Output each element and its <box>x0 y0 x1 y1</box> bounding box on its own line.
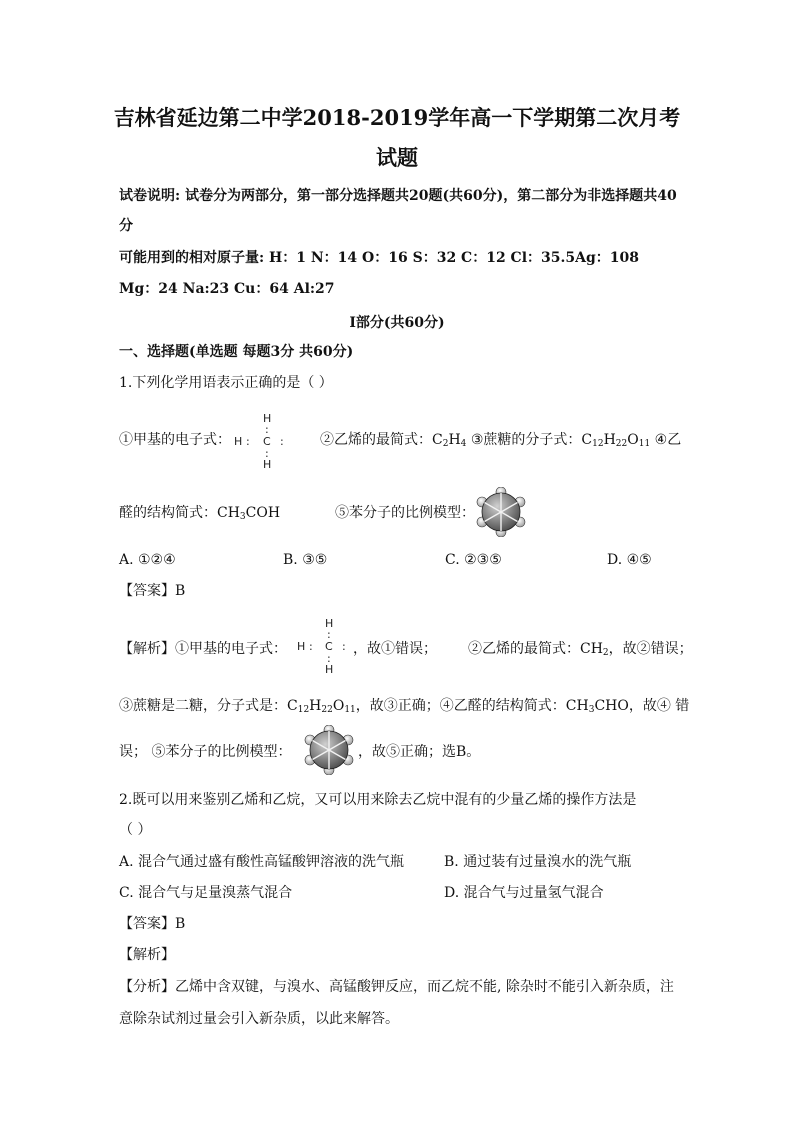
q1-item-3-text: ③蔗糖的分子式：C <box>466 432 593 448</box>
intro-line-cont: 分 <box>119 218 133 234</box>
subscript: 2 <box>602 648 609 658</box>
q1-analysis-3-o: O <box>332 698 345 714</box>
q1-analysis-1: ，故①错误； <box>353 641 437 657</box>
q1-item-4-cont <box>119 503 280 527</box>
electron-pair-left: : <box>309 640 313 653</box>
subscript: 2 <box>442 439 449 449</box>
q1-option-a: A. ①②④ <box>119 552 176 568</box>
q2-analysis-line1: 【分析】乙烯中含双键，与溴水、高锰酸钾反应，而乙烷不能, 除杂时不能引入新杂质，注 <box>119 979 674 995</box>
q1-answer: 【答案】B <box>119 583 186 599</box>
q2-option-b: B. 通过装有过量溴水的洗气瓶 <box>444 854 632 870</box>
q1-item-1-label: ①甲基的电子式： <box>119 432 231 448</box>
question-2-stem: 2.既可以用来鉴别乙烯和乙烷，又可以用来除去乙烷中混有的少量乙烯的操作方法是 <box>119 792 637 808</box>
part-heading: I部分(共60分) <box>349 315 445 331</box>
benzene-space-filling-model-analysis <box>302 725 356 775</box>
atomic-mass-line-cont: Mg：24 Na:23 Cu：64 Al:27 <box>119 281 335 297</box>
electron-pair-bottom: : <box>265 447 269 460</box>
q1-analysis-3-h: H <box>309 698 322 714</box>
section-heading: 一、选择题(单选题 每题3分 共60分) <box>119 344 354 360</box>
electron-pair-top: : <box>327 628 331 641</box>
atom-h-top: H <box>263 412 272 425</box>
q2-analysis-head: 【解析】 <box>119 947 175 963</box>
q1-item-3-h: H <box>603 432 616 448</box>
subscript: 12 <box>297 705 310 715</box>
q1-item-5-label: ⑤苯分子的比例模型： <box>335 505 475 521</box>
q1-analysis-3-mid: ，故③正确；④乙醛的结构简式：CH <box>355 698 589 714</box>
q1-analysis-2-text: ②乙烯的最简式：CH <box>468 641 603 657</box>
atomic-mass-line: 可能用到的相对原子量: H：1 N：14 O：16 S：32 C：12 Cl：35.5Ag：108 <box>119 250 639 266</box>
q2-option-a: A. 混合气通过盛有酸性高锰酸钾溶液的洗气瓶 <box>119 854 405 870</box>
q1-analysis-4-end: ，故⑤正确；选B。 <box>358 744 481 760</box>
q2-option-d: D. 混合气与过量氢气混合 <box>444 885 604 901</box>
q2-answer: 【答案】B <box>119 916 186 932</box>
intro-line: 试卷说明: 试卷分为两部分，第一部分选择题共20题(共60分)，第二部分为非选择题共40 <box>119 188 677 204</box>
question-2-paren: （ ） <box>119 822 152 838</box>
q1-analysis-3-text: ③蔗糖是二糖，分子式是：C <box>119 698 298 714</box>
q1-item-4-end: COH <box>245 505 281 521</box>
subscript: 11 <box>344 705 356 715</box>
atom-h-top: H <box>325 617 334 630</box>
subscript: 22 <box>615 439 628 449</box>
q2-analysis-line2: 意除杂试剂过量会引入新杂质，以此来解答。 <box>119 1011 399 1027</box>
atom-h-bottom: H <box>263 458 272 471</box>
methyl-electron-dot-formula <box>230 413 290 471</box>
q1-items-2-4 <box>320 430 681 454</box>
question-1-stem: 1.下列化学用语表示正确的是（ ） <box>119 375 333 391</box>
electron-pair-left: : <box>246 435 250 448</box>
subscript: 11 <box>638 439 651 449</box>
q1-item-2-text: ②乙烯的最简式：C <box>320 432 443 448</box>
subscript: 3 <box>588 705 595 715</box>
q1-analysis-lead: 【解析】①甲基的电子式： <box>119 641 287 657</box>
document-title-line2: 试题 <box>376 145 418 170</box>
q2-option-c: C. 混合气与足量溴蒸气混合 <box>119 885 293 901</box>
q1-analysis-2 <box>468 639 693 663</box>
electron-pair-bottom: : <box>327 652 331 665</box>
q1-item-3-o: O <box>627 432 639 448</box>
document-title: 吉林省延边第二中学2018-2019学年高一下学期第二次月考 <box>113 105 681 130</box>
q1-option-d: D. ④⑤ <box>607 552 652 568</box>
benzene-space-filling-model <box>474 487 528 537</box>
subscript: 12 <box>592 439 604 449</box>
methyl-electron-dot-formula-analysis <box>295 618 355 676</box>
subscript: 4 <box>460 439 467 449</box>
electron-single-right: : <box>342 640 346 653</box>
subscript: 3 <box>239 512 246 522</box>
q1-analysis-3 <box>119 696 689 720</box>
atom-c: C <box>325 640 333 653</box>
q1-analysis-2-end: ，故②错误； <box>608 641 693 657</box>
q1-option-c: C. ②③⑤ <box>445 552 502 568</box>
subscript: 22 <box>321 705 333 715</box>
q1-item-4-text: ④乙 <box>650 432 682 448</box>
q1-analysis-4-lead: 误； ⑤苯分子的比例模型： <box>119 744 292 760</box>
atom-h-left: H <box>234 435 243 448</box>
atom-h-bottom: H <box>325 663 334 676</box>
electron-pair-top: : <box>265 423 269 436</box>
electron-single-right: : <box>280 435 284 448</box>
q1-item-4-cont-text: 醛的结构简式：CH <box>119 505 240 521</box>
atom-h-left: H <box>297 640 306 653</box>
q1-analysis-3-end: CHO，故④ 错 <box>594 698 690 714</box>
q1-option-b: B. ③⑤ <box>283 552 328 568</box>
q1-item-2-h: H <box>448 432 461 448</box>
atom-c: C <box>263 435 271 448</box>
